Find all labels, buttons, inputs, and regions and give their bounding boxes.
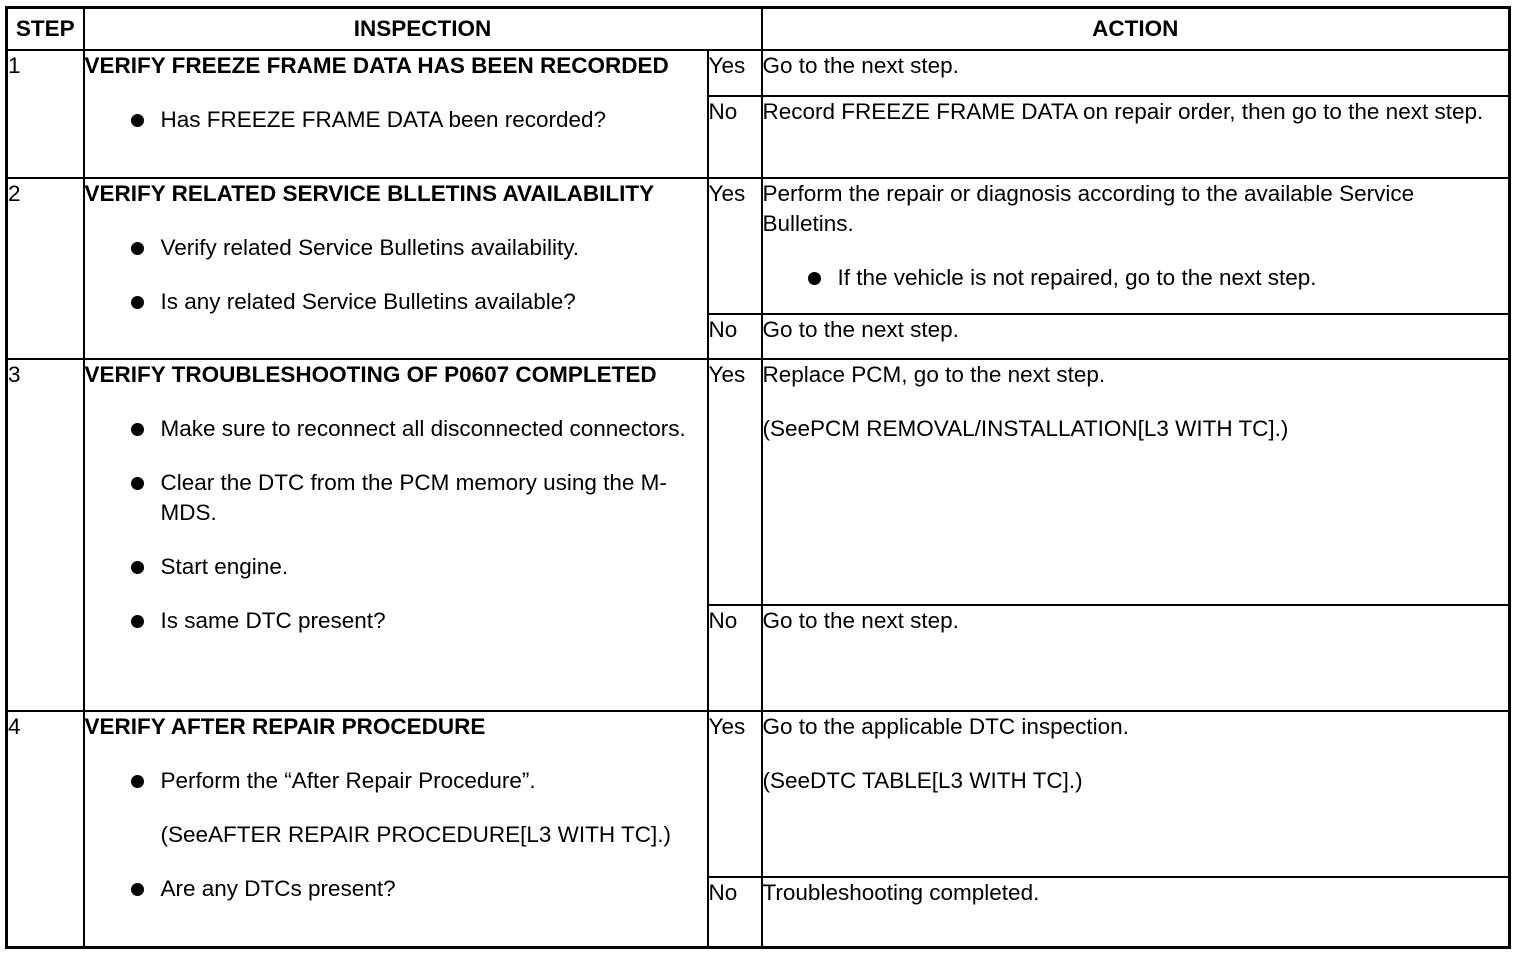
list-item: Perform the “After Repair Procedure”. (85, 766, 707, 796)
no-label: No (708, 314, 762, 359)
yes-action-text: Go to the applicable DTC inspection. (762, 714, 1129, 740)
no-action (762, 605, 1510, 711)
inspection-title: VERIFY AFTER REPAIR PROCEDURE (84, 714, 486, 740)
header-action: ACTION (762, 8, 1510, 50)
yes-action (762, 178, 1510, 314)
no-label: No (708, 96, 762, 178)
no-label: No (708, 605, 762, 711)
action-bullets (763, 263, 1509, 293)
no-action (762, 314, 1510, 359)
list-item: Make sure to reconnect all disconnected connectors. (85, 414, 707, 444)
no-action (762, 96, 1510, 178)
step-number: 4 (7, 711, 84, 947)
list-item: Is any related Service Bulletins available? (85, 287, 707, 317)
yes-label: Yes (708, 178, 762, 314)
yes-action-text: Replace PCM, go to the next step. (762, 361, 1106, 387)
inspection-cell (84, 178, 708, 359)
yes-action (762, 50, 1510, 96)
list-item: Is same DTC present? (85, 606, 707, 636)
yes-label: Yes (708, 50, 762, 96)
yes-action-reference: (SeeDTC TABLE[L3 WITH TC].) (762, 768, 1083, 794)
inspection-title: VERIFY FREEZE FRAME DATA HAS BEEN RECORDED (84, 52, 669, 78)
no-action (762, 877, 1510, 947)
table-row (7, 359, 1510, 605)
inspection-title: VERIFY RELATED SERVICE BLLETINS AVAILABILITY (84, 180, 655, 206)
step-number: 3 (7, 359, 84, 711)
yes-action (762, 359, 1510, 605)
header-step: STEP (7, 8, 84, 50)
no-action-text: Record FREEZE FRAME DATA on repair order, then go to the next step. (762, 98, 1484, 124)
inspection-bullets (85, 766, 707, 796)
list-item: If the vehicle is not repaired, go to the next step. (763, 263, 1509, 293)
inspection-cell (84, 711, 708, 947)
header-inspection: INSPECTION (84, 8, 762, 50)
yes-action-text: Go to the next step. (762, 52, 959, 78)
inspection-cell (84, 359, 708, 711)
step-number: 1 (7, 50, 84, 178)
yes-action (762, 711, 1510, 877)
inspection-title: VERIFY TROUBLESHOOTING OF P0607 COMPLETED (84, 361, 657, 387)
table-row (7, 711, 1510, 877)
no-label: No (708, 877, 762, 947)
no-action-text: Go to the next step. (762, 608, 959, 634)
table-row (7, 178, 1510, 314)
list-item: Verify related Service Bulletins availability. (85, 233, 707, 263)
inspection-reference: (SeeAFTER REPAIR PROCEDURE[L3 WITH TC].) (160, 822, 671, 848)
list-item: Clear the DTC from the PCM memory using the M-MDS. (85, 468, 707, 528)
inspection-bullets (85, 105, 707, 135)
yes-label: Yes (708, 359, 762, 605)
yes-action-text: Perform the repair or diagnosis according to the available Service Bulletins. (762, 180, 1415, 236)
list-item: Has FREEZE FRAME DATA been recorded? (85, 105, 707, 135)
table-row (7, 50, 1510, 96)
inspection-bullets (85, 874, 707, 904)
inspection-bullets (85, 414, 707, 636)
list-item: Start engine. (85, 552, 707, 582)
troubleshooting-table (5, 6, 1511, 949)
inspection-cell (84, 50, 708, 178)
no-action-text: Troubleshooting completed. (762, 880, 1040, 906)
no-action-text: Go to the next step. (762, 316, 959, 342)
yes-label: Yes (708, 711, 762, 877)
header-row (7, 8, 1510, 50)
yes-action-reference: (SeePCM REMOVAL/INSTALLATION[L3 WITH TC].) (762, 415, 1289, 441)
step-number: 2 (7, 178, 84, 359)
list-item: Are any DTCs present? (85, 874, 707, 904)
inspection-bullets (85, 233, 707, 317)
